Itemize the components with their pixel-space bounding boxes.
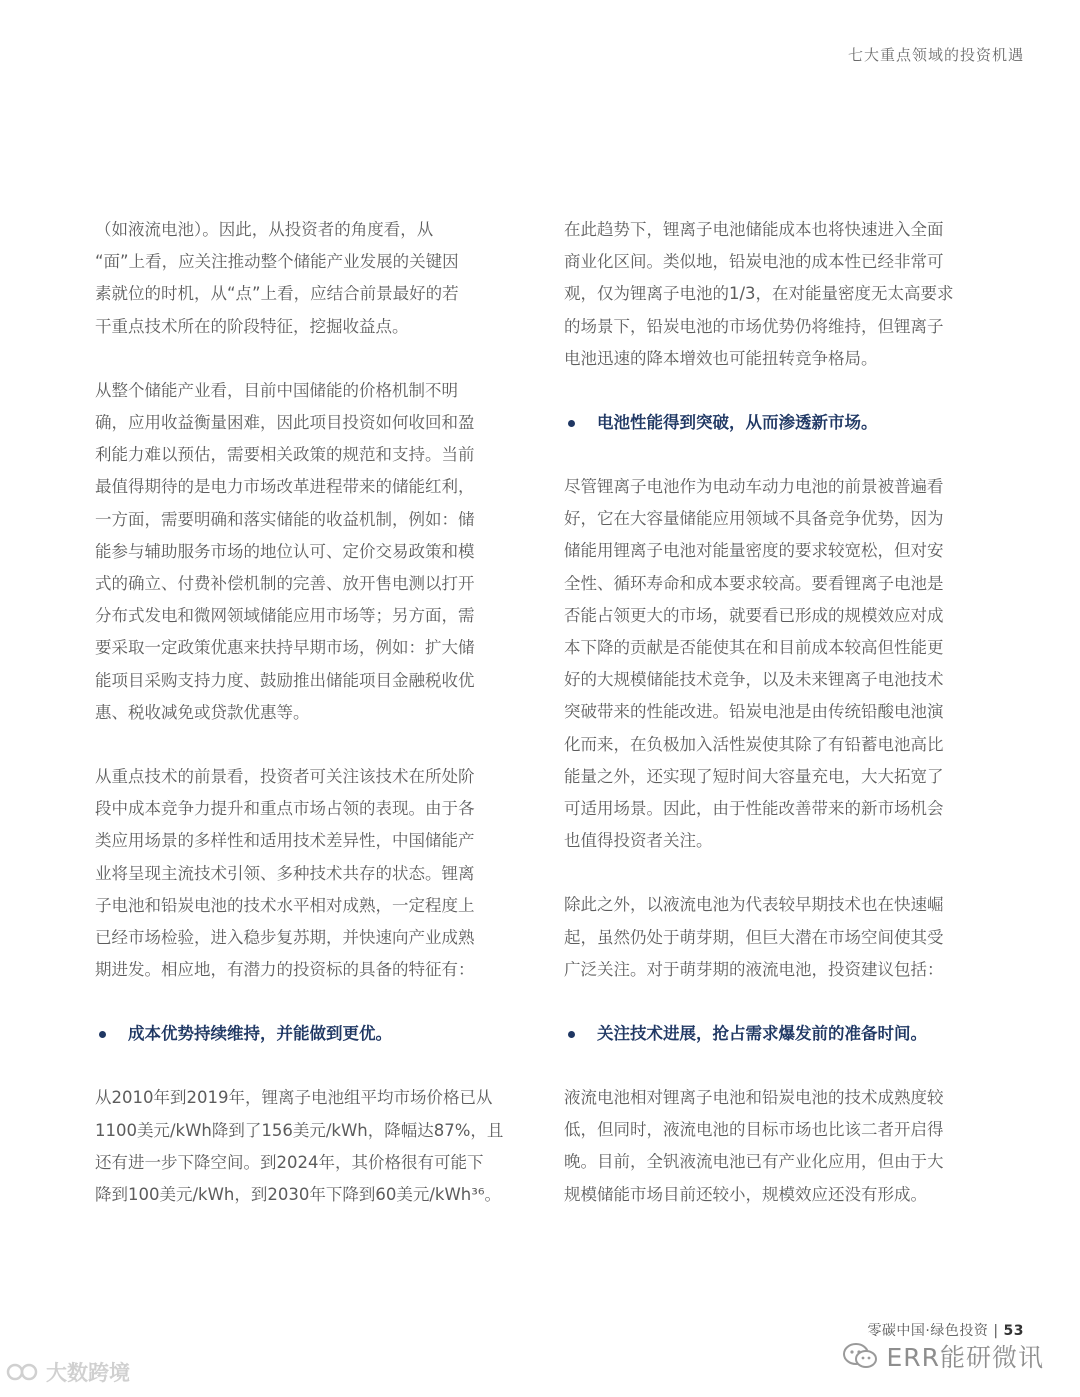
right-bullet-2 xyxy=(564,1018,976,1050)
watermark-right xyxy=(842,1338,1044,1374)
publication-name: 零碳中国·绿色投资 xyxy=(867,1323,989,1339)
bullet-dot-icon xyxy=(99,1031,106,1038)
right-column xyxy=(564,214,976,1243)
left-bullet-1-text: 成本优势持续维持，并能做到更优。 xyxy=(128,1024,392,1044)
section-title: 七大重点领域的投资机遇 xyxy=(847,46,1024,64)
watermark-right-text: ERR能研微讯 xyxy=(886,1343,1044,1372)
right-paragraph-3: 除此之外，以液流电池为代表较早期技术也在快速崛 起，虽然仍处于萌芽期，但巨大潜在市场空间使其受 广泛关注。对于萌芽期的液流电池，投资建议包括： xyxy=(564,895,944,979)
left-column xyxy=(95,214,507,1243)
left-paragraph-1: （如液流电池）。因此，从投资者的角度看，从 “面”上看，应关注推动整个储能产业发展的关键因 素就位的时机，从“点”上看，应结合前景最好的若 干重点技术所在的阶段特征，挖掘收益点。 xyxy=(95,220,459,336)
left-paragraph-4: 从2010年到2019年，锂离子电池组平均市场价格已从 1100美元/kWh降到了156美元/kWh，降幅达87%，且 还有进一步下降空间。到2024年，其价格很有可能下 降到100美元/kWh，到2030年下降到60美元/kWh³⁶。 xyxy=(95,1088,504,1205)
watermark-left xyxy=(6,1357,130,1387)
brand-logo-icon xyxy=(6,1360,40,1384)
right-paragraph-4: 液流电池相对锂离子电池和铅炭电池的技术成熟度较 低，但同时，液流电池的目标市场也比该二者开启得 晚。目前，全钒液流电池已有产业化应用，但由于大 规模储能市场目前还较小，规模效应还没有形成。 xyxy=(564,1088,944,1204)
watermark-left-text: 大数跨境 xyxy=(46,1361,130,1385)
right-bullet-2-text: 关注技术进展，抢占需求爆发前的准备时间。 xyxy=(597,1024,927,1044)
right-bullet-1 xyxy=(564,407,976,439)
left-paragraph-2: 从整个储能产业看，目前中国储能的价格机制不明 确，应用收益衡量困难，因此项目投资如何收回和盈 利能力难以预估，需要相关政策的规范和支持。当前 最值得期待的是电力市场改革进程带来的储能红利， 一方面，需要明确和落实储能的收益机制，例如：储 能参与辅助服务市场的地位认可、定价交易政策和模 式的确立、付费补偿机制的完善、放开售电测以打开 分布式发电和微网领域储能应用市场等；另方面，需 要采取一定政策优惠来扶持早期市场，例如：扩大储 能项目采购支持力度、鼓励推出储能项目金融税收优 惠、税收减免或贷款优惠等。 xyxy=(95,380,475,722)
right-paragraph-1: 在此趋势下，锂离子电池储能成本也将快速进入全面 商业化区间。类似地，铅炭电池的成本性已经非常可 观，仅为锂离子电池的1/3，在对能量密度无太高要求 的场景下，铅炭电池的市场优势仍将维持，但锂离子 电池迅速的降本增效也可能扭转竞争格局。 xyxy=(564,220,954,368)
wechat-icon xyxy=(842,1342,878,1370)
left-paragraph-3: 从重点技术的前景看，投资者可关注该技术在所处阶 段中成本竞争力提升和重点市场占领的表现。由于各 类应用场景的多样性和适用技术差异性，中国储能产 业将呈现主流技术引领、多种技术共存的状态。锂离 子电池和铅炭电池的技术水平相对成熟，一定程度上 已经市场检验，进入稳步复苏期，并快速向产业成熟 期进发。相应地，有潜力的投资标的具备的特征有： xyxy=(95,767,475,980)
left-bullet-1 xyxy=(95,1018,507,1050)
right-bullet-1-text: 电池性能得到突破，从而渗透新市场。 xyxy=(597,413,878,433)
right-paragraph-2: 尽管锂离子电池作为电动车动力电池的前景被普遍看 好，它在大容量储能应用领域不具备竞争优势，因为 储能用锂离子电池对能量密度的要求较宽松，但对安 全性、循环寿命和成本要求较高。要看锂离子电池是 否能占领更大的市场，就要看已形成的规模效应对成 本下降的贡献是否能使其在和目前成本较高但性能更 好的大规模储能技术竞争，以及未来锂离子电池技术 突破带来的性能改进。铅炭电池是由传统铅酸电池演 化而来，在负极加入活性炭使其除了有铅蓄电池高比 能量之外，还实现了短时间大容量充电，大大拓宽了 可适用场景。因此，由于性能改善带来的新市场机会 也值得投资者关注。 xyxy=(564,477,944,851)
page-footer xyxy=(867,1320,1024,1340)
page-number: 53 xyxy=(1003,1323,1024,1339)
footer-separator: | xyxy=(993,1323,999,1339)
bullet-dot-icon xyxy=(568,420,575,427)
bullet-dot-icon xyxy=(568,1031,575,1038)
